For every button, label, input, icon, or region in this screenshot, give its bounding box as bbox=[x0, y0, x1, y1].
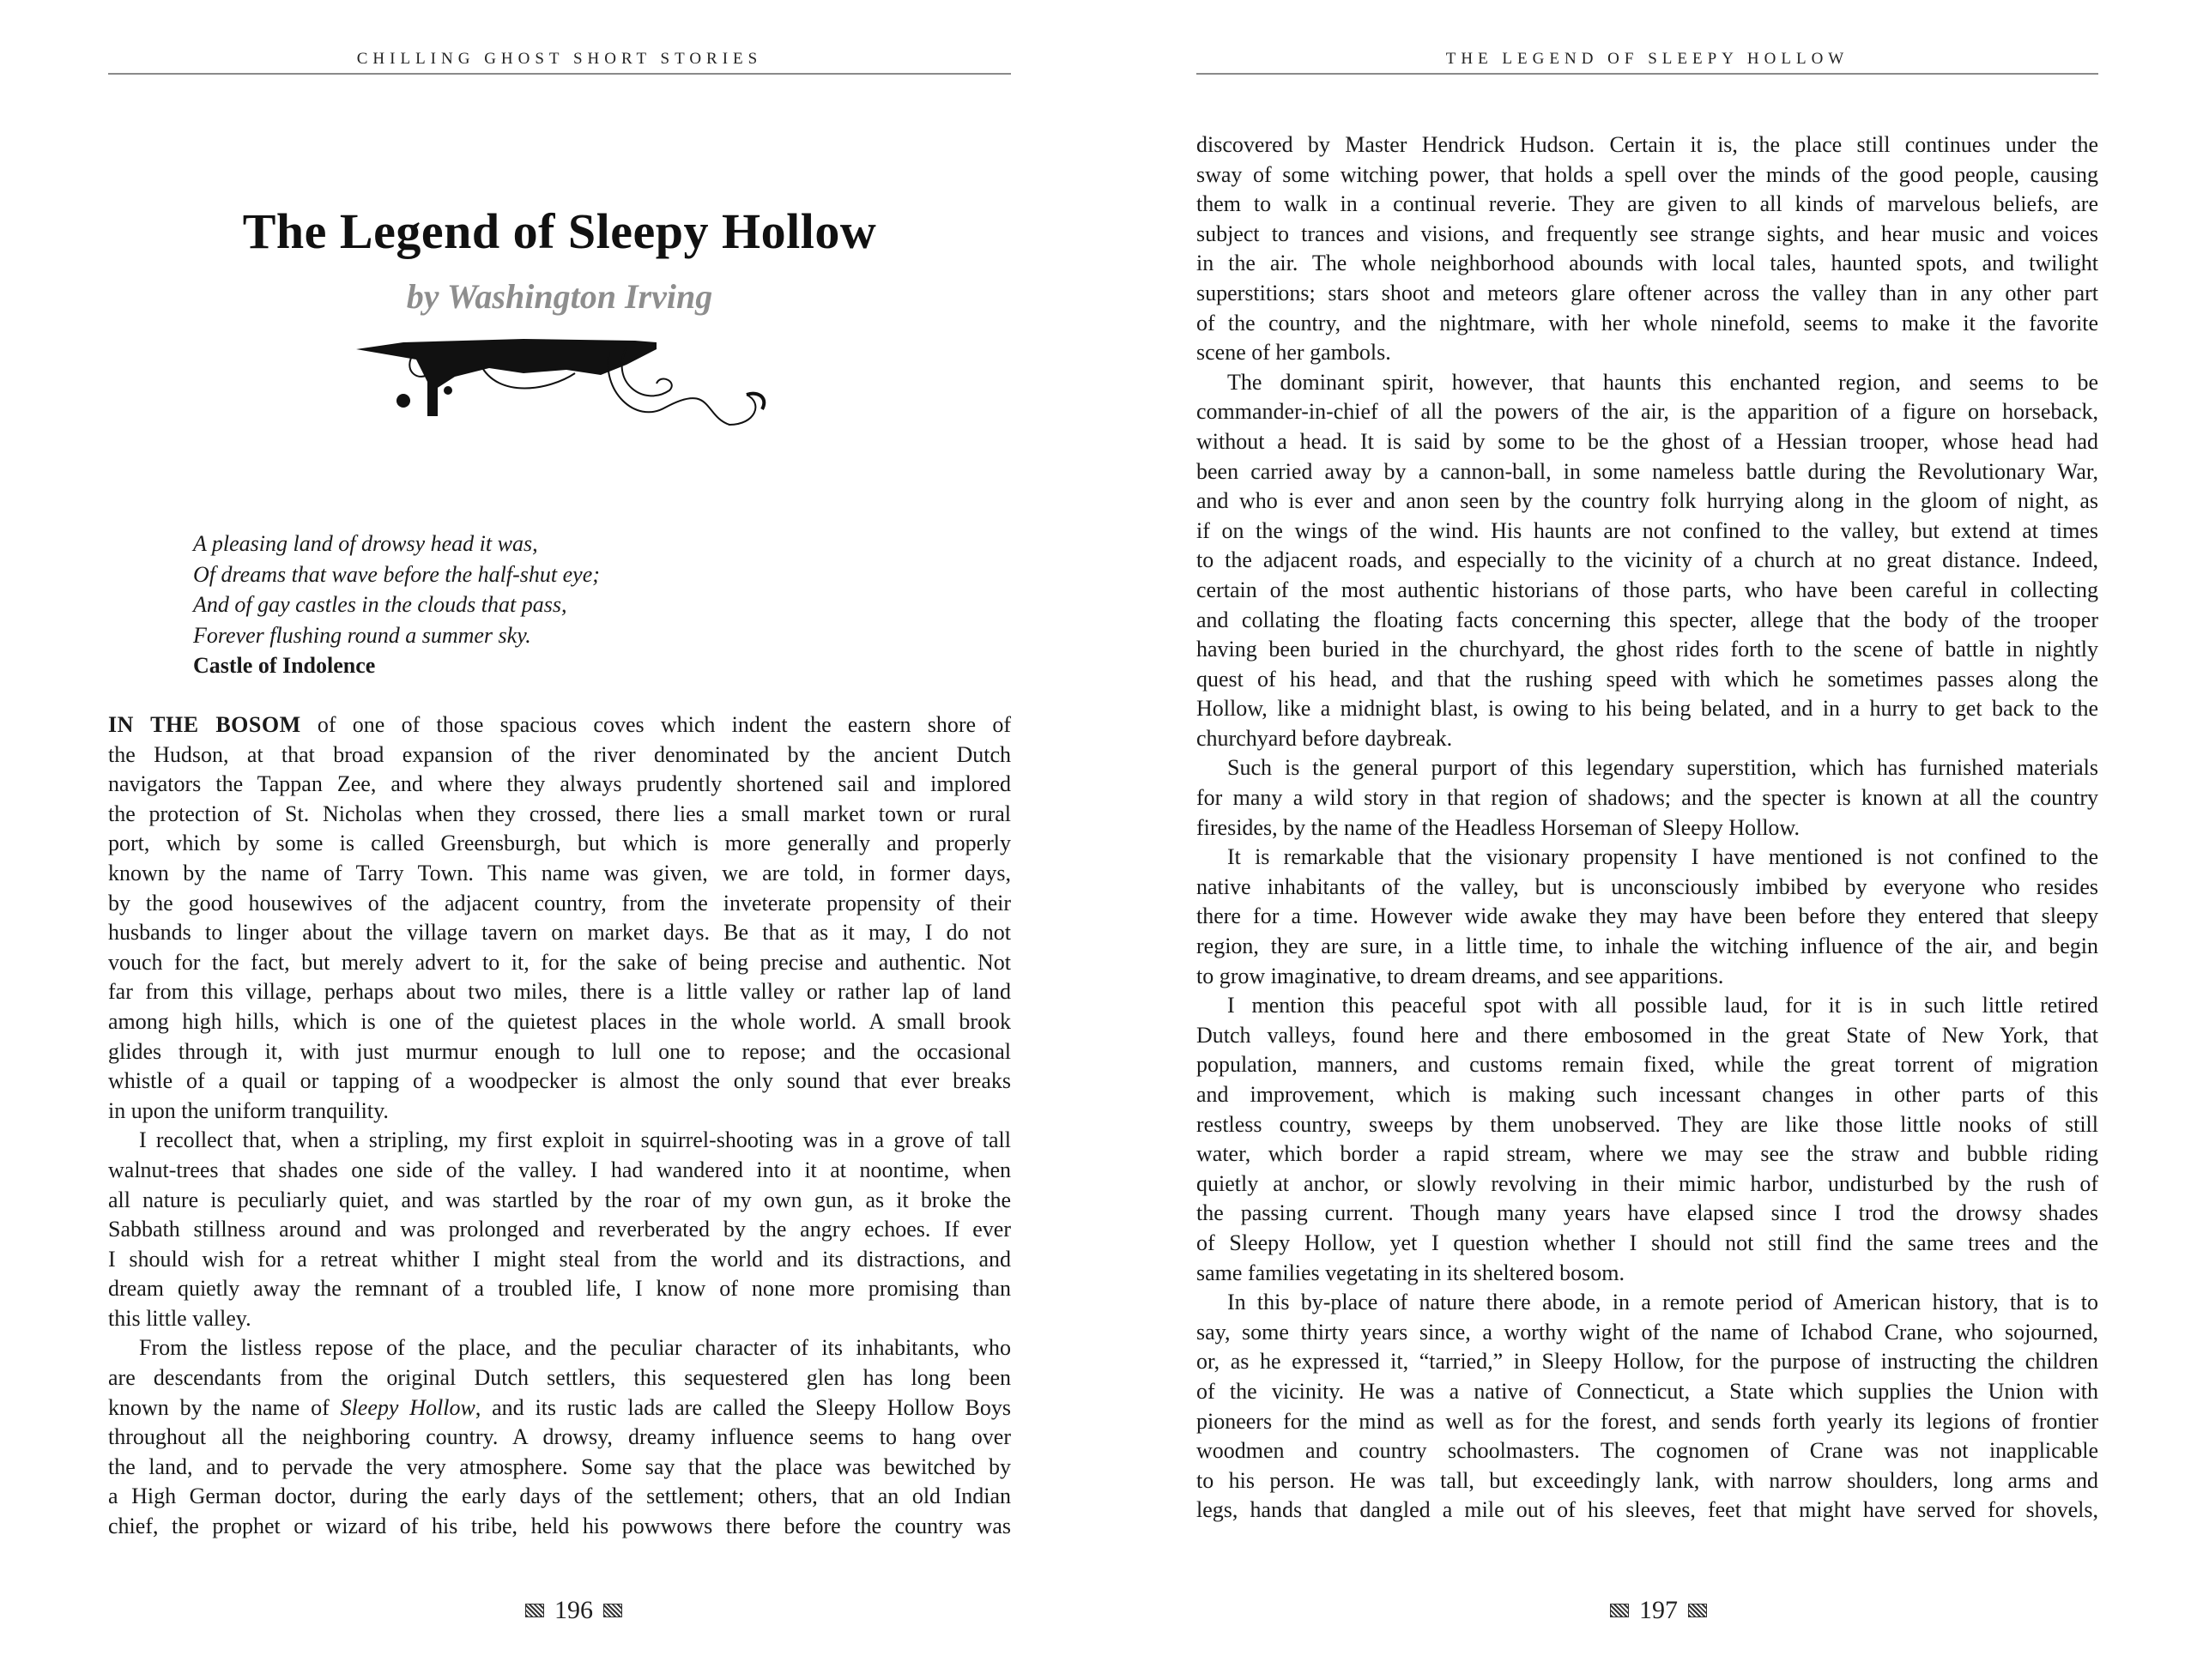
running-head-left: CHILLING GHOST SHORT STORIES bbox=[356, 50, 763, 68]
text-line: without a head. It is said by some to be the ghost of a Hessian trooper, whose head had bbox=[1196, 428, 2098, 454]
text-line: sway of some witching power, that holds a spell over the minds of the good people, causing bbox=[1196, 161, 2098, 187]
text-line: I should wish for a retreat whither I might steal from the world and its distractions, and bbox=[108, 1246, 1011, 1272]
text-line: dream quietly away the remnant of a troubled life, I know of none more promising than bbox=[108, 1276, 1011, 1302]
epigraph bbox=[193, 529, 600, 681]
text-line: scene of her gambols. bbox=[1196, 340, 1391, 366]
text-line: or, as he expressed it, “tarried,” in Sleepy Hollow, for the purpose of instructing the children bbox=[1196, 1349, 2098, 1375]
story-title: The Legend of Sleepy Hollow bbox=[242, 203, 877, 259]
text-line: navigators the Tappan Zee, and where they always prudently shortened sail and implored bbox=[108, 771, 1011, 797]
text-line: commander-in-chief of all the powers of the air, is the apparition of a figure on horseback, bbox=[1196, 399, 2098, 425]
text-line: Such is the general purport of this legendary superstition, which has furnished materials bbox=[1227, 755, 2098, 781]
text-line: say, some thirty years since, a worthy wight of the name of Ichabod Crane, who sojourned, bbox=[1196, 1319, 2098, 1345]
text-line: to the adjacent roads, and especially to the vicinity of a church at no great distance. Indeed, bbox=[1196, 547, 2098, 573]
paragraph bbox=[1196, 843, 2098, 991]
text-line: water, which border a rapid stream, where we may see the straw and bubble riding bbox=[1196, 1141, 2098, 1167]
text-line: whistle of a quail or tapping of a woodpecker is almost the only sound that ever breaks bbox=[108, 1068, 1011, 1094]
text-line: chief, the prophet or wizard of his tribe, held his powwows there before the country was bbox=[108, 1514, 1011, 1539]
text-line: been carried away by a cannon-ball, in some nameless battle during the Revolutionary War, bbox=[1196, 458, 2098, 484]
epigraph-line: And of gay castles in the clouds that pass, bbox=[193, 592, 567, 617]
text-line: pioneers for the mind as well as for the forest, and sends forth yearly its legions of frontier bbox=[1196, 1408, 2098, 1434]
text-line: firesides, by the name of the Headless Horseman of Sleepy Hollow. bbox=[1196, 814, 1801, 840]
text-line: vouch for the fact, but merely advert to it, for the sake of being precise and authentic. Not bbox=[108, 949, 1011, 975]
text-line: known by the name of Tarry Town. This name was given, we are told, in former days, bbox=[108, 860, 1011, 885]
text-line bbox=[108, 710, 1011, 740]
text-line: discovered by Master Hendrick Hudson. Certain it is, the place still continues under the bbox=[1196, 132, 2098, 157]
text-segment: of one of those spacious coves which indent the eastern shore of bbox=[300, 712, 1011, 737]
text-line: to grow imaginative, to dream dreams, and see apparitions. bbox=[1196, 963, 1724, 988]
text-line: I mention this peaceful spot with all possible laud, for it is in such little retired bbox=[1227, 993, 2098, 1018]
page-number-left bbox=[525, 1596, 622, 1625]
text-line: of the vicinity. He was a native of Connecticut, a State which supplies the Union with bbox=[1196, 1378, 2098, 1404]
fleuron-icon bbox=[1688, 1604, 1707, 1617]
text-line: From the listless repose of the place, and the peculiar character of its inhabitants, who bbox=[139, 1335, 1011, 1361]
page-number: 197 bbox=[1639, 1596, 1678, 1624]
epigraph-line: A pleasing land of drowsy head it was, bbox=[193, 531, 538, 556]
text-line: this little valley. bbox=[108, 1305, 251, 1331]
text-line: Dutch valleys, found here and there embosomed in the great State of New York, that bbox=[1196, 1022, 2098, 1048]
ink-splash-ornament bbox=[352, 330, 781, 429]
text-line: for many a wild story in that region of shadows; and the specter is known at all the country bbox=[1196, 785, 2098, 811]
paragraph bbox=[108, 1126, 1011, 1333]
right-page-body bbox=[1196, 130, 2098, 1526]
page-number: 196 bbox=[554, 1596, 593, 1624]
paragraph bbox=[108, 1333, 1011, 1541]
epigraph-line: Forever flushing round a summer sky. bbox=[193, 622, 531, 648]
paragraph bbox=[1196, 991, 2098, 1288]
lead-in-text: IN THE BOSOM bbox=[108, 712, 301, 737]
page-number-right bbox=[1610, 1596, 1707, 1625]
text-line: to his person. He was tall, but exceedingly lank, with narrow shoulders, long arms and bbox=[1196, 1467, 2098, 1493]
fleuron-icon bbox=[603, 1604, 622, 1617]
text-line: port, which by some is called Greensburgh, but which is more generally and properly bbox=[108, 831, 1011, 856]
text-line: among high hills, which is one of the quietest places in the whole world. A small brook bbox=[108, 1008, 1011, 1034]
paragraph bbox=[1196, 1288, 2098, 1526]
text-line: superstitions; stars shoot and meteors glare oftener across the valley than in any other part bbox=[1196, 280, 2098, 305]
text-line: I recollect that, when a stripling, my first exploit in squirrel-shooting was in a grove of tall bbox=[139, 1127, 1011, 1153]
text-line: glides through it, with just murmur enough to lull one to repose; and the occasional bbox=[108, 1038, 1011, 1064]
text-line: all nature is peculiarly quiet, and was startled by the roar of my own gun, as it broke the bbox=[108, 1187, 1011, 1212]
text-line bbox=[108, 1393, 1011, 1423]
text-segment: known by the name of bbox=[108, 1394, 341, 1420]
byline: by Washington Irving bbox=[406, 277, 713, 316]
text-line: the passing current. Though many years have elapsed since I trod the drowsy shades bbox=[1196, 1200, 2098, 1226]
text-line: the land, and to pervade the very atmosphere. Some say that the place was bewitched by bbox=[108, 1453, 1011, 1479]
text-line: of Sleepy Hollow, yet I question whether I should not still find the same trees and the bbox=[1196, 1230, 2098, 1255]
text-line: population, manners, and customs remain fixed, while the great torrent of migration bbox=[1196, 1052, 2098, 1078]
text-line: far from this village, perhaps about two miles, there is a little valley or rather lap of land bbox=[108, 979, 1011, 1005]
text-line: subject to trances and visions, and frequently see strange sights, and hear music and voices bbox=[1196, 221, 2098, 246]
text-line: region, they are sure, in a little time, to inhale the witching influence of the air, and begin bbox=[1196, 934, 2098, 959]
paragraph bbox=[1196, 130, 2098, 368]
text-line: and who is ever and anon seen by the country folk hurrying along in the gloom of night, as bbox=[1196, 488, 2098, 514]
text-line: certain of the most authentic historians of those parts, who have been careful in collecting bbox=[1196, 577, 2098, 602]
left-page-body bbox=[108, 710, 1011, 1542]
text-line: It is remarkable that the visionary propensity I have mentioned is not confined to the bbox=[1227, 844, 2098, 870]
text-line: legs, hands that dangled a mile out of his sleeves, feet that might have served for shovels, bbox=[1196, 1497, 2098, 1523]
text-line: by the good housewives of the adjacent country, from the inveterate propensity of their bbox=[108, 890, 1011, 916]
text-line: and collating the floating facts concerning this specter, allege that the body of the trooper bbox=[1196, 607, 2098, 632]
paragraph bbox=[1196, 753, 2098, 843]
fleuron-icon bbox=[525, 1604, 544, 1617]
text-line: having been buried in the churchyard, the ghost rides forth to the scene of battle in nightly bbox=[1196, 637, 2098, 662]
text-line: throughout all the neighboring country. A drowsy, dreamy influence seems to hang over bbox=[108, 1424, 1011, 1450]
text-line: native inhabitants of the valley, but is unconsciously imbibed by everyone who resides bbox=[1196, 873, 2098, 899]
text-line: In this by-place of nature there abode, in a remote period of American history, that is to bbox=[1227, 1290, 2098, 1315]
text-line: Sabbath stillness around and was prolonged and reverberated by the angry echoes. If ever bbox=[108, 1217, 1011, 1242]
italic-text: Sleepy Hollow bbox=[340, 1394, 475, 1420]
text-line: husbands to linger about the village tavern on market days. Be that as it may, I do not bbox=[108, 920, 1011, 946]
text-line: quest of his head, and that the rushing speed with which he sometimes passes along the bbox=[1196, 666, 2098, 692]
paragraph bbox=[1196, 368, 2098, 754]
text-line: restless country, sweeps by them unobserved. They are like those little nooks of still bbox=[1196, 1111, 2098, 1137]
text-line: The dominant spirit, however, that haunts this enchanted region, and seems to be bbox=[1227, 369, 2098, 395]
text-line: the Hudson, at that broad expansion of the river denominated by the ancient Dutch bbox=[108, 741, 1011, 767]
text-line: if on the wings of the wind. His haunts are not confined to the valley, but extend at times bbox=[1196, 517, 2098, 543]
text-line: a High German doctor, during the early days of the settlement; others, that an old Indian bbox=[108, 1484, 1011, 1509]
header-rule bbox=[1196, 73, 2098, 75]
text-segment: , and its rustic lads are called the Sleepy Hollow Boys bbox=[475, 1394, 1011, 1420]
text-line: churchyard before daybreak. bbox=[1196, 725, 1453, 751]
running-head-right: THE LEGEND OF SLEEPY HOLLOW bbox=[1445, 50, 1849, 68]
text-line: in the air. The whole neighborhood abounds with local tales, haunted spots, and twilight bbox=[1196, 251, 2098, 276]
epigraph-line: Of dreams that wave before the half-shut eye; bbox=[193, 561, 600, 587]
text-line: are descendants from the original Dutch settlers, this sequestered glen has long been bbox=[108, 1365, 1011, 1391]
header-rule bbox=[108, 73, 1011, 75]
text-line: the protection of St. Nicholas when they crossed, there lies a small market town or rural bbox=[108, 801, 1011, 826]
text-line: same families vegetating in its sheltered bosom. bbox=[1196, 1260, 1625, 1285]
text-line: of the country, and the nightmare, with her whole ninefold, seems to make it the favorite bbox=[1196, 310, 2098, 335]
epigraph-source: Castle of Indolence bbox=[193, 653, 376, 678]
text-line: Hollow, like a midnight blast, is owing to his being belated, and in a hurry to get back to the bbox=[1196, 696, 2098, 722]
fleuron-icon bbox=[1610, 1604, 1629, 1617]
text-line: quietly at anchor, or slowly revolving in their mimic harbor, undisturbed by the rush of bbox=[1196, 1170, 2098, 1196]
text-line: in upon the uniform tranquility. bbox=[108, 1097, 389, 1123]
text-line: there for a time. However wide awake they may have been before they entered that sleepy bbox=[1196, 903, 2098, 929]
text-line: walnut-trees that shades one side of the valley. I had wandered into it at noontime, when bbox=[108, 1157, 1011, 1182]
paragraph bbox=[108, 710, 1011, 1126]
text-line: and improvement, which is making such incessant changes in other parts of this bbox=[1196, 1082, 2098, 1107]
text-line: woodmen and country schoolmasters. The cognomen of Crane was not inapplicable bbox=[1196, 1438, 2098, 1464]
text-line: them to walk in a continual reverie. They are given to all kinds of marvelous beliefs, are bbox=[1196, 191, 2098, 217]
